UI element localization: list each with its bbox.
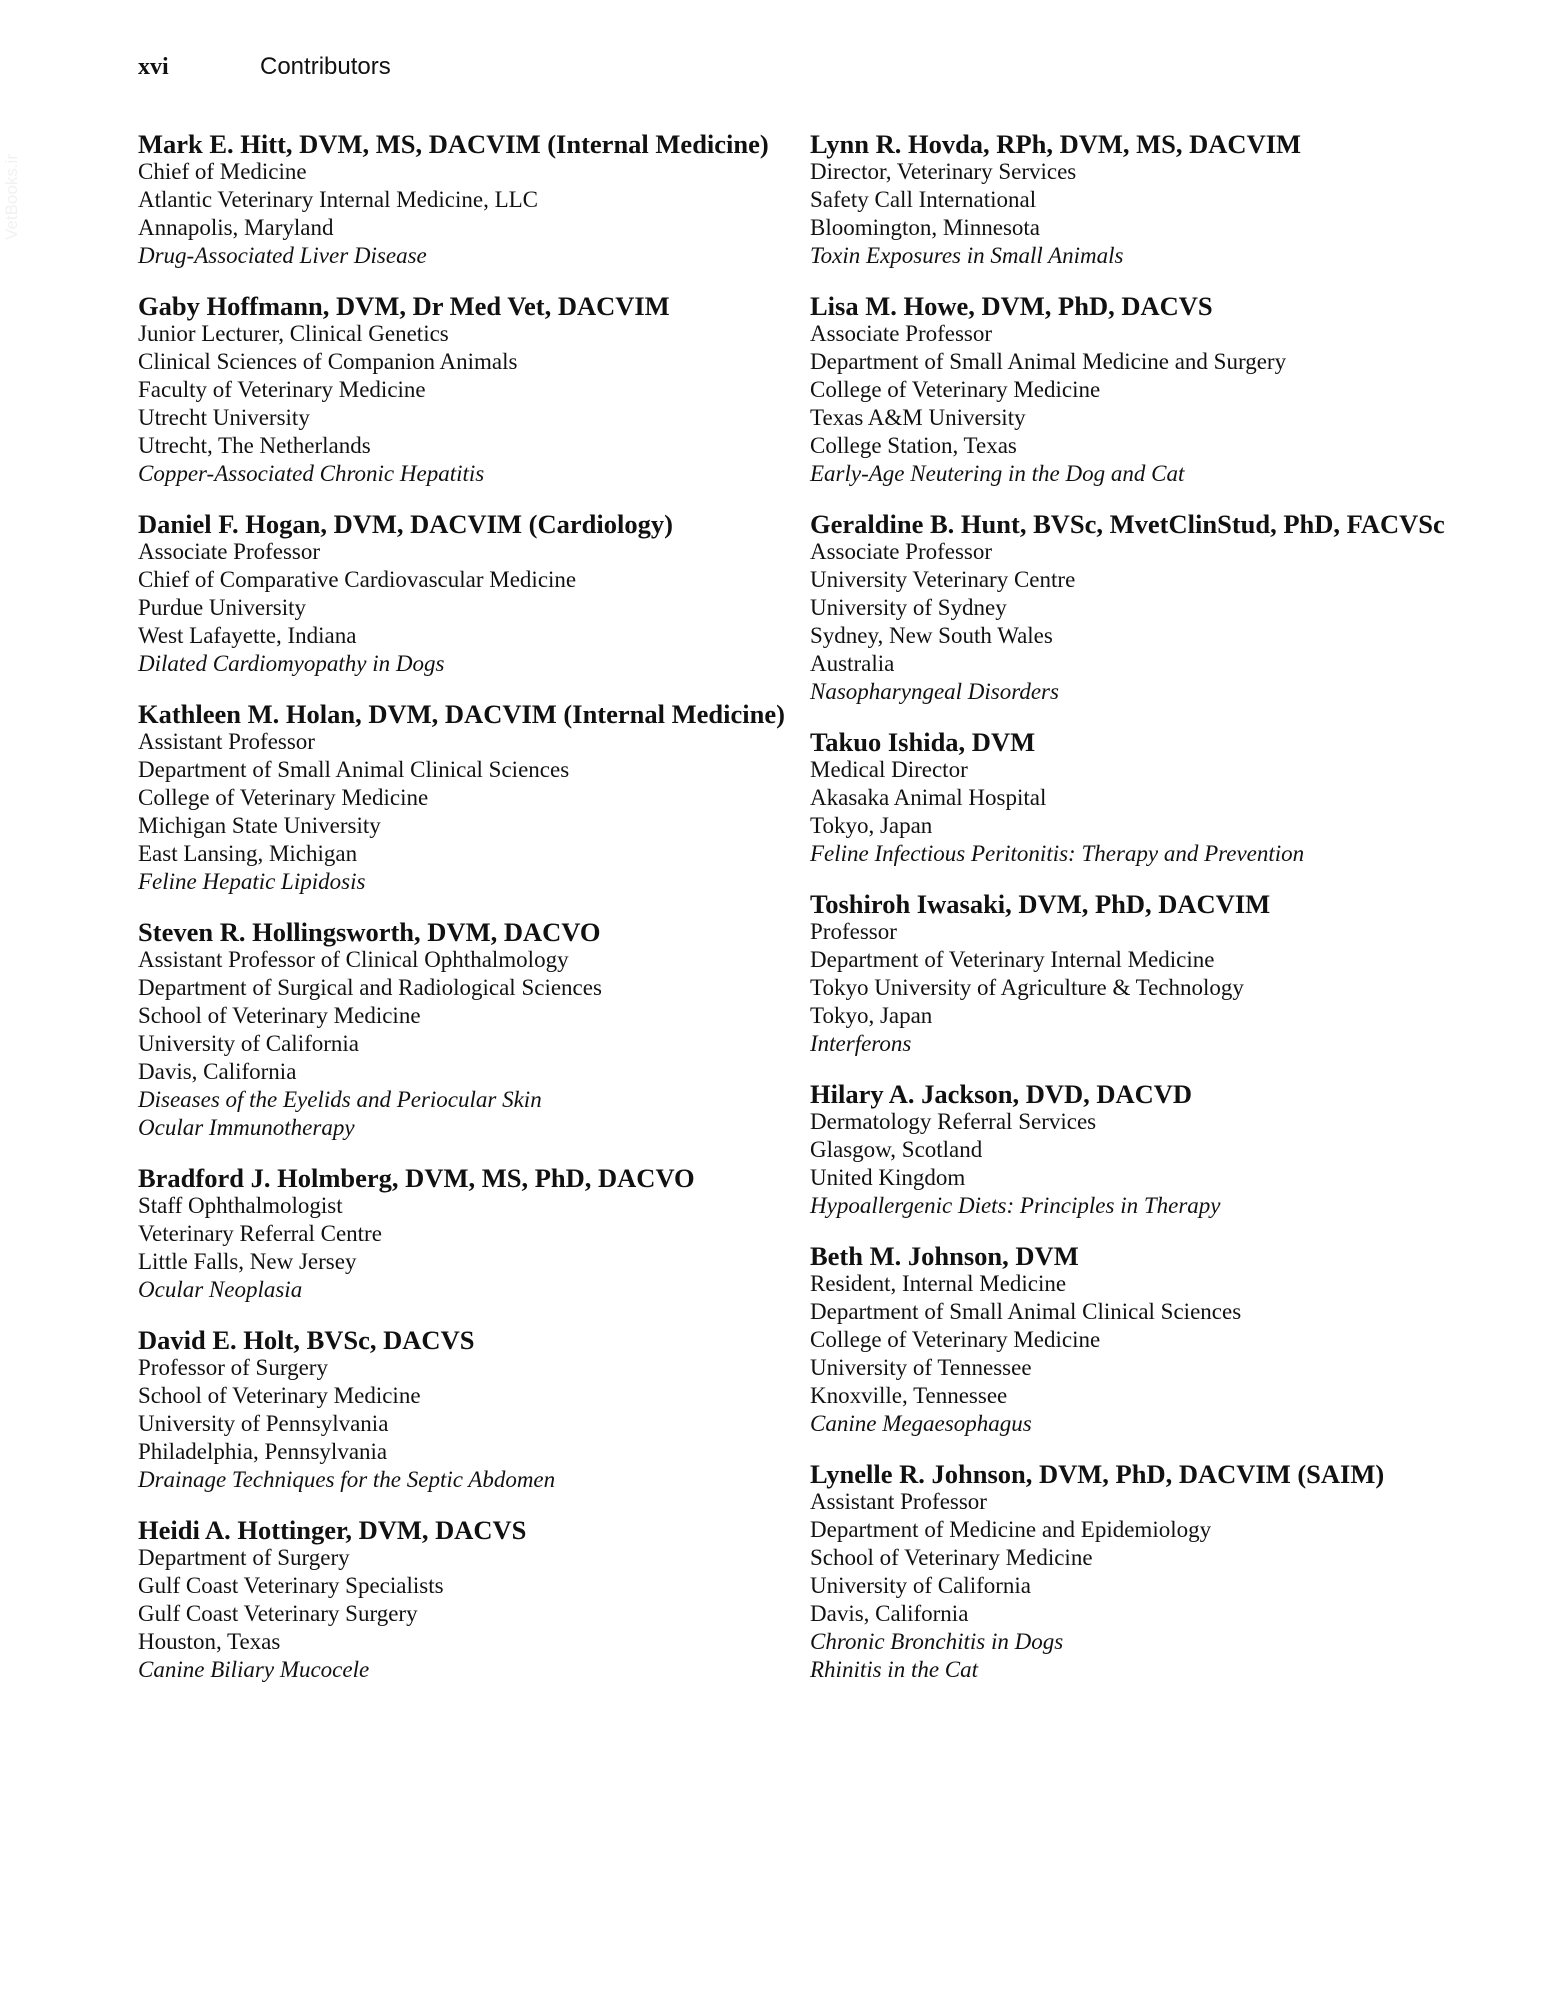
affiliation-line: Glasgow, Scotland bbox=[810, 1137, 983, 1162]
right-column bbox=[810, 130, 1510, 1706]
chapter-title: Feline Infectious Peritonitis: Therapy and Prevention bbox=[810, 841, 1305, 866]
chapter-title: Dilated Cardiomyopathy in Dogs bbox=[138, 651, 445, 676]
affiliation-line: Gulf Coast Veterinary Specialists bbox=[138, 1573, 444, 1598]
left-column bbox=[138, 130, 788, 1706]
chapter-title: Drainage Techniques for the Septic Abdomen bbox=[138, 1467, 556, 1492]
affiliation-line: Department of Medicine and Epidemiology bbox=[810, 1517, 1212, 1542]
affiliation-line: University Veterinary Centre bbox=[810, 567, 1076, 592]
affiliation-line: Clinical Sciences of Companion Animals bbox=[138, 349, 518, 374]
affiliation-line: Director, Veterinary Services bbox=[810, 159, 1077, 184]
affiliation-line: Tokyo, Japan bbox=[810, 813, 933, 838]
affiliation-line: College Station, Texas bbox=[810, 433, 1017, 458]
affiliation-line: Houston, Texas bbox=[138, 1629, 281, 1654]
affiliation-line: Gulf Coast Veterinary Surgery bbox=[138, 1601, 418, 1626]
affiliation-line: United Kingdom bbox=[810, 1165, 966, 1190]
contributor-entry bbox=[810, 510, 1510, 706]
affiliation-line: Professor of Surgery bbox=[138, 1355, 328, 1380]
contributor-name: Takuo Ishida, DVM bbox=[810, 727, 1036, 757]
affiliation-line: University of Sydney bbox=[810, 595, 1007, 620]
watermark: VetBooks.ir bbox=[2, 154, 21, 240]
contributor-name: Steven R. Hollingsworth, DVM, DACVO bbox=[138, 917, 601, 947]
affiliation-line: Staff Ophthalmologist bbox=[138, 1193, 343, 1218]
affiliation-line: West Lafayette, Indiana bbox=[138, 623, 357, 648]
affiliation-line: Philadelphia, Pennsylvania bbox=[138, 1439, 388, 1464]
affiliation-line: East Lansing, Michigan bbox=[138, 841, 358, 866]
affiliation-line: Tokyo, Japan bbox=[810, 1003, 933, 1028]
affiliation-line: Resident, Internal Medicine bbox=[810, 1271, 1067, 1296]
affiliation-line: School of Veterinary Medicine bbox=[138, 1383, 421, 1408]
contributor-entry bbox=[810, 890, 1510, 1058]
affiliation-line: College of Veterinary Medicine bbox=[810, 1327, 1101, 1352]
contributor-name: Daniel F. Hogan, DVM, DACVIM (Cardiology) bbox=[138, 509, 673, 539]
chapter-title: Drug-Associated Liver Disease bbox=[138, 243, 427, 268]
contributor-entry bbox=[810, 1242, 1510, 1438]
affiliation-line: Associate Professor bbox=[810, 539, 993, 564]
chapter-title: Early-Age Neutering in the Dog and Cat bbox=[810, 461, 1185, 486]
page-number: xvi bbox=[138, 54, 169, 80]
chapter-title: Chronic Bronchitis in Dogs bbox=[810, 1629, 1064, 1654]
affiliation-line: University of Pennsylvania bbox=[138, 1411, 389, 1436]
contributor-name: Gaby Hoffmann, DVM, Dr Med Vet, DACVIM bbox=[138, 291, 670, 321]
contributor-name: Hilary A. Jackson, DVD, DACVD bbox=[810, 1079, 1193, 1109]
affiliation-line: Knoxville, Tennessee bbox=[810, 1383, 1008, 1408]
affiliation-line: Junior Lecturer, Clinical Genetics bbox=[138, 321, 449, 346]
affiliation-line: Tokyo University of Agriculture & Technology bbox=[810, 975, 1244, 1000]
affiliation-line: Associate Professor bbox=[138, 539, 321, 564]
running-header bbox=[138, 52, 391, 82]
affiliation-line: Davis, California bbox=[810, 1601, 969, 1626]
affiliation-line: Department of Small Animal Clinical Sciences bbox=[138, 757, 570, 782]
contributor-entry bbox=[138, 292, 788, 488]
chapter-title: Ocular Immunotherapy bbox=[138, 1115, 355, 1140]
contributor-name: David E. Holt, BVSc, DACVS bbox=[138, 1325, 475, 1355]
affiliation-line: Bloomington, Minnesota bbox=[810, 215, 1040, 240]
chapter-title: Hypoallergenic Diets: Principles in Therapy bbox=[810, 1193, 1221, 1218]
affiliation-line: Professor bbox=[810, 919, 897, 944]
contributor-name: Heidi A. Hottinger, DVM, DACVS bbox=[138, 1515, 527, 1545]
contributor-entry bbox=[138, 1164, 788, 1304]
affiliation-line: College of Veterinary Medicine bbox=[810, 377, 1101, 402]
affiliation-line: Chief of Comparative Cardiovascular Medicine bbox=[138, 567, 577, 592]
affiliation-line: Veterinary Referral Centre bbox=[138, 1221, 382, 1246]
contributor-entry bbox=[138, 1516, 788, 1684]
affiliation-line: Michigan State University bbox=[138, 813, 381, 838]
contributor-name: Mark E. Hitt, DVM, MS, DACVIM (Internal Medicine) bbox=[138, 129, 769, 159]
affiliation-line: Dermatology Referral Services bbox=[810, 1109, 1097, 1134]
chapter-title: Nasopharyngeal Disorders bbox=[810, 679, 1059, 704]
contributor-name: Lynelle R. Johnson, DVM, PhD, DACVIM (SAIM) bbox=[810, 1459, 1385, 1489]
chapter-title: Feline Hepatic Lipidosis bbox=[138, 869, 366, 894]
affiliation-line: Department of Small Animal Clinical Sciences bbox=[810, 1299, 1242, 1324]
affiliation-line: Associate Professor bbox=[810, 321, 993, 346]
contributor-entry bbox=[138, 918, 788, 1142]
affiliation-line: Chief of Medicine bbox=[138, 159, 307, 184]
affiliation-line: Atlantic Veterinary Internal Medicine, LLC bbox=[138, 187, 539, 212]
contributor-entry bbox=[138, 510, 788, 678]
affiliation-line: Medical Director bbox=[810, 757, 968, 782]
chapter-title: Canine Megaesophagus bbox=[810, 1411, 1032, 1436]
contributor-entry bbox=[138, 130, 788, 270]
affiliation-line: Purdue University bbox=[138, 595, 307, 620]
affiliation-line: Assistant Professor bbox=[138, 729, 315, 754]
affiliation-line: Safety Call International bbox=[810, 187, 1037, 212]
contributor-name: Lynn R. Hovda, RPh, DVM, MS, DACVIM bbox=[810, 129, 1302, 159]
contributor-name: Bradford J. Holmberg, DVM, MS, PhD, DACVO bbox=[138, 1163, 695, 1193]
contributor-name: Geraldine B. Hunt, BVSc, MvetClinStud, PhD, FACVSc bbox=[810, 509, 1445, 539]
chapter-title: Toxin Exposures in Small Animals bbox=[810, 243, 1124, 268]
affiliation-line: Utrecht University bbox=[138, 405, 310, 430]
contributor-name: Toshiroh Iwasaki, DVM, PhD, DACVIM bbox=[810, 889, 1271, 919]
affiliation-line: Utrecht, The Netherlands bbox=[138, 433, 371, 458]
affiliation-line: School of Veterinary Medicine bbox=[138, 1003, 421, 1028]
affiliation-line: Department of Surgery bbox=[138, 1545, 350, 1570]
affiliation-line: Department of Veterinary Internal Medicine bbox=[810, 947, 1215, 972]
affiliation-line: Department of Surgical and Radiological Sciences bbox=[138, 975, 602, 1000]
chapter-title: Ocular Neoplasia bbox=[138, 1277, 303, 1302]
chapter-title: Canine Biliary Mucocele bbox=[138, 1657, 370, 1682]
affiliation-line: Little Falls, New Jersey bbox=[138, 1249, 357, 1274]
chapter-title: Diseases of the Eyelids and Periocular Skin bbox=[138, 1087, 542, 1112]
contributor-entry bbox=[810, 728, 1510, 868]
affiliation-line: College of Veterinary Medicine bbox=[138, 785, 429, 810]
contributor-entry bbox=[810, 292, 1510, 488]
contributor-entry bbox=[138, 1326, 788, 1494]
affiliation-line: Akasaka Animal Hospital bbox=[810, 785, 1047, 810]
affiliation-line: Department of Small Animal Medicine and Surgery bbox=[810, 349, 1287, 374]
affiliation-line: University of California bbox=[810, 1573, 1032, 1598]
affiliation-line: School of Veterinary Medicine bbox=[810, 1545, 1093, 1570]
affiliation-line: Australia bbox=[810, 651, 895, 676]
contributor-name: Kathleen M. Holan, DVM, DACVIM (Internal Medicine) bbox=[138, 699, 785, 729]
affiliation-line: Sydney, New South Wales bbox=[810, 623, 1053, 648]
contributor-entry bbox=[810, 1080, 1510, 1220]
affiliation-line: Texas A&M University bbox=[810, 405, 1026, 430]
affiliation-line: University of Tennessee bbox=[810, 1355, 1032, 1380]
affiliation-line: Assistant Professor bbox=[810, 1489, 987, 1514]
affiliation-line: Davis, California bbox=[138, 1059, 297, 1084]
contributor-entry bbox=[138, 700, 788, 896]
chapter-title: Copper-Associated Chronic Hepatitis bbox=[138, 461, 485, 486]
affiliation-line: Assistant Professor of Clinical Ophthalmology bbox=[138, 947, 569, 972]
chapter-title: Rhinitis in the Cat bbox=[810, 1657, 979, 1682]
affiliation-line: Annapolis, Maryland bbox=[138, 215, 334, 240]
section-title: Contributors bbox=[260, 53, 391, 80]
contributor-entry bbox=[810, 1460, 1510, 1684]
chapter-title: Interferons bbox=[810, 1031, 912, 1056]
contributor-name: Lisa M. Howe, DVM, PhD, DACVS bbox=[810, 291, 1213, 321]
affiliation-line: Faculty of Veterinary Medicine bbox=[138, 377, 426, 402]
affiliation-line: University of California bbox=[138, 1031, 360, 1056]
contributor-entry bbox=[810, 130, 1510, 270]
contributor-name: Beth M. Johnson, DVM bbox=[810, 1241, 1079, 1271]
